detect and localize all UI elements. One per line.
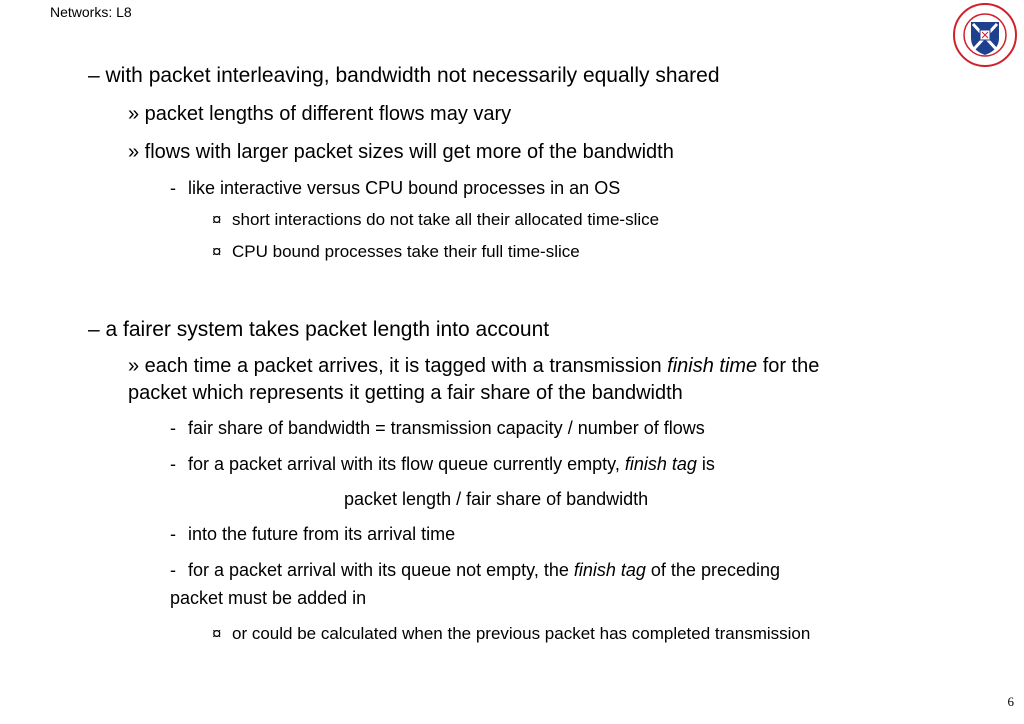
emphasis-finish-tag: finish tag [573,560,646,580]
university-crest-logo [952,2,1018,68]
item-queue-not-empty-line2: packet must be added in [170,588,367,608]
point-packet-interleaving: – with packet interleaving, bandwidth not necessarily equally shared [88,64,720,87]
item-text: fair share of bandwidth = transmission capacity / number of flows [188,418,705,438]
item-text: like interactive versus CPU bound processes in an OS [188,178,621,198]
item-interactive-vs-cpu [170,178,620,199]
page-number: 6 [1007,694,1014,709]
item-queue-not-empty: - for a packet arrival with its queue not empty, the finish tag of the preceding [170,560,781,580]
item-fair-share-formula [170,418,705,439]
dash-marker: - [170,418,176,438]
subitem-previous-packet [212,624,810,644]
currency-bullet: ¤ [212,242,222,261]
dash-marker: - [170,454,176,474]
subitem-text: CPU bound processes take their full time-slice [232,242,580,261]
subitem-short-interactions [212,210,659,230]
subpoint-finish-time: » each time a packet arrives, it is tagged with a transmission finish time for the [128,355,820,377]
dash-marker: - [170,524,176,544]
subitem-cpu-bound [212,242,580,262]
subitem-text: or could be calculated when the previous packet has completed transmission [232,624,811,643]
emphasis-finish-tag: finish tag [624,454,697,474]
formula-packet-length: packet length / fair share of bandwidth [344,489,649,509]
dash-marker: - [170,560,176,580]
emphasis-finish-time: finish time [667,355,758,377]
subpoint-finish-time-line2: packet which represents it getting a fair share of the bandwidth [128,382,683,404]
currency-bullet: ¤ [212,210,222,229]
subpoint-packet-lengths: » packet lengths of different flows may vary [128,103,512,125]
slide-header: Networks: L8 [50,4,132,20]
dash-marker: - [170,178,176,198]
item-into-future [170,524,455,545]
subpoint-larger-packets: » flows with larger packet sizes will get more of the bandwidth [128,141,674,163]
item-empty-queue: - for a packet arrival with its flow queue currently empty, finish tag is [170,454,715,474]
item-text: into the future from its arrival time [188,524,456,544]
currency-bullet: ¤ [212,624,222,643]
point-fairer-system: – a fairer system takes packet length into account [88,318,550,341]
subitem-text: short interactions do not take all their allocated time-slice [232,210,660,229]
